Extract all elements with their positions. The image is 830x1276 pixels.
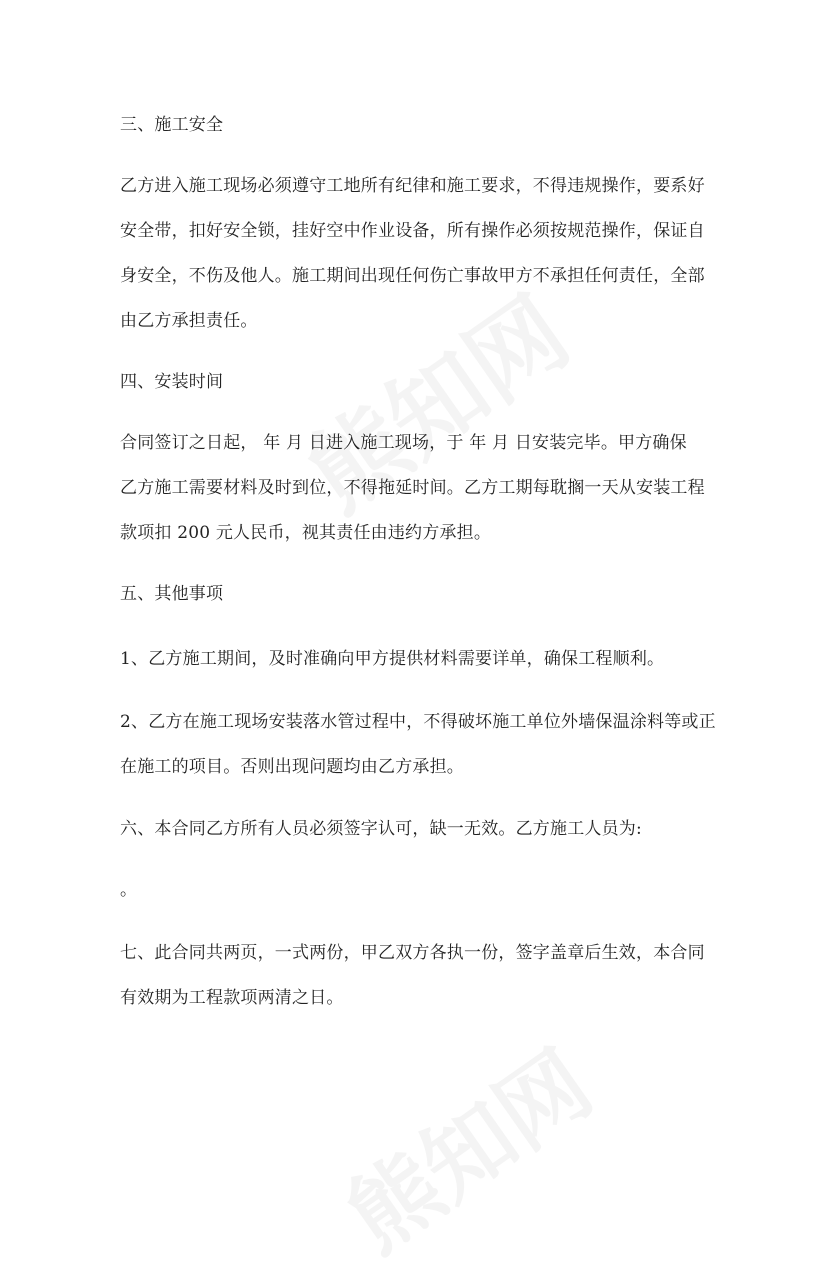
- paragraph-line: 合同签订之日起， 年 月 日进入施工现场，于 年 月 日安装完毕。甲方确保: [120, 433, 687, 453]
- blank-field: 。: [120, 880, 138, 900]
- section-heading: 六、本合同乙方所有人员必须签字认可，缺一无效。乙方施工人员为:: [120, 819, 642, 839]
- section-heading: 五、其他事项: [120, 584, 224, 604]
- paragraph-line: 款项扣 200 元人民币，视其责任由违约方承担。: [120, 523, 492, 543]
- list-item-continuation: 在施工的项目。否则出现问题均由乙方承担。: [120, 757, 464, 777]
- paragraph-line: 由乙方承担责任。: [120, 311, 258, 331]
- paragraph-line: 七、此合同共两页，一式两份，甲乙双方各执一份，签字盖章后生效，本合同: [120, 943, 705, 963]
- paragraph-line: 身安全，不伤及他人。施工期间出现任何伤亡事故甲方不承担任何责任，全部: [120, 266, 705, 286]
- watermark: [317, 1014, 613, 1275]
- list-item: 2、乙方在施工现场安装落水管过程中，不得破坏施工单位外墙保温涂料等或正: [120, 712, 716, 732]
- paragraph-line: 安全带，扣好安全锁，挂好空中作业设备，所有操作必须按规范操作，保证自: [120, 221, 705, 241]
- paragraph-line: 有效期为工程款项两清之日。: [120, 988, 344, 1008]
- paragraph-line: 乙方施工需要材料及时到位，不得拖延时间。乙方工期每耽搁一天从安装工程: [120, 478, 705, 498]
- list-item: 1、乙方施工期间，及时准确向甲方提供材料需要详单，确保工程顺利。: [120, 649, 665, 669]
- section-heading: 四、安装时间: [120, 372, 224, 392]
- section-heading: 三、施工安全: [120, 115, 224, 135]
- paragraph-line: 乙方进入施工现场必须遵守工地所有纪律和施工要求，不得违规操作，要系好: [120, 176, 705, 196]
